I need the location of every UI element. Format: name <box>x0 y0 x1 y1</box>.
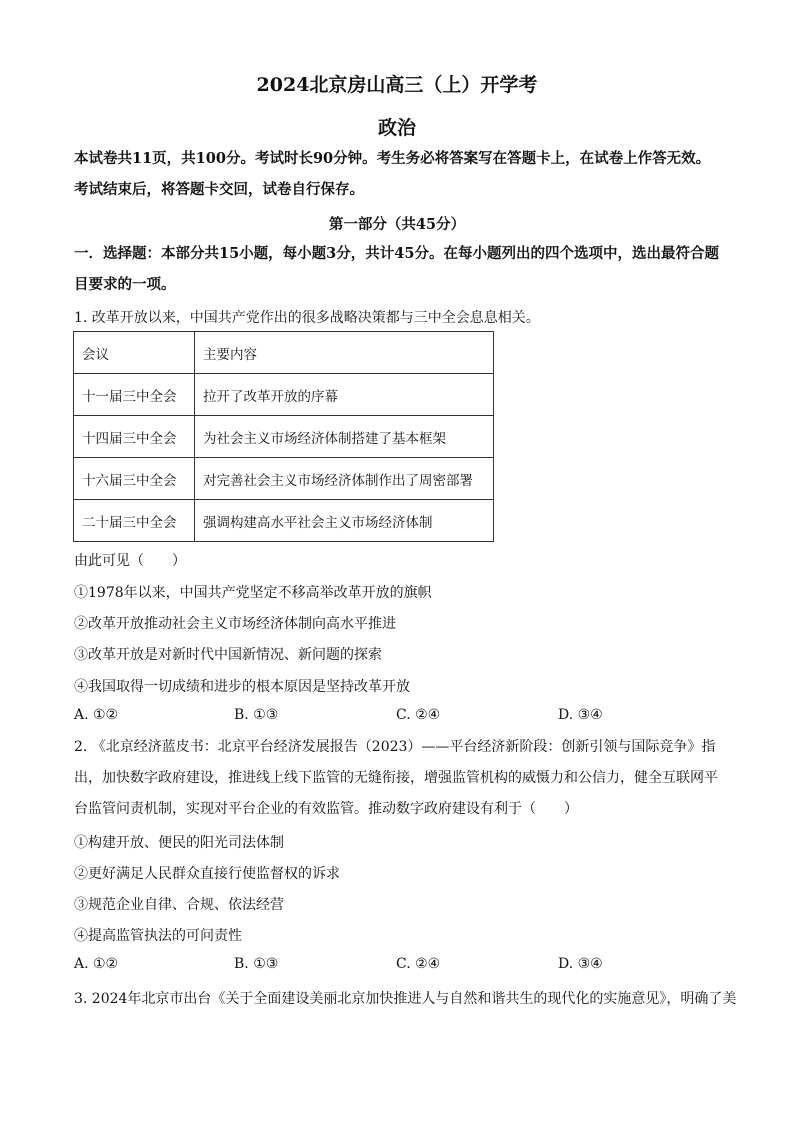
table-cell: 二十届三中全会 <box>74 500 195 542</box>
q2-item: ③规范企业自律、合规、依法经营 <box>74 897 284 913</box>
exam-title: 2024北京房山高三（上）开学考 <box>256 74 538 96</box>
exam-notice: 本试卷共11页，共100分。考试时长90分钟。考生务必将答案写在答题卡上，在试卷上作答无效。考试结束后，将答题卡交回，试卷自行保存。 <box>74 150 711 198</box>
q2-option-d: D. ③④ <box>558 956 603 972</box>
q1-prompt: 由此可见（ ） <box>74 553 186 569</box>
table-cell: 十四届三中全会 <box>74 416 195 458</box>
q1-item: ①1978年以来，中国共产党坚定不移高举改革开放的旗帜 <box>74 585 432 601</box>
q2-item: ②更好满足人民群众直接行使监督权的诉求 <box>74 866 340 882</box>
q1-option-b: B. ①③ <box>234 707 279 723</box>
q3-stem: 3. 2024年北京市出台《关于全面建设美丽北京加快推进人与自然和谐共生的现代化的实施意见》，明确了美 <box>74 991 737 1007</box>
q2-item: ①构建开放、便民的阳光司法体制 <box>74 835 284 851</box>
q2-stem: 2. 《北京经济蓝皮书：北京平台经济发展报告（2023）——平台经济新阶段：创新引领与国际竞争》指出，加快数字政府建设，推进线上线下监管的无缝衔接，增强监管机构的威慑力和公信力，健全互联网平台监管问责机制，实现对平台企业的有效监管。推动数字政府建设有利于（ ） <box>74 739 718 817</box>
section-instruction: 一．选择题：本部分共15小题，每小题3分，共计45分。在每小题列出的四个选项中，选出最符合题目要求的一项。 <box>74 245 719 293</box>
q1-item: ③改革开放是对新时代中国新情况、新问题的探索 <box>74 647 382 663</box>
q2-option-b: B. ①③ <box>234 956 279 972</box>
q1-option-d: D. ③④ <box>558 707 603 723</box>
q2-option-c: C. ②④ <box>396 956 441 972</box>
q1-item: ②改革开放推动社会主义市场经济体制向高水平推进 <box>74 616 396 632</box>
q1-item: ④我国取得一切成绩和进步的根本原因是坚持改革开放 <box>74 679 410 695</box>
table-header: 主要内容 <box>195 332 494 374</box>
table-cell: 强调构建高水平社会主义市场经济体制 <box>195 500 494 542</box>
q1-table <box>73 331 494 542</box>
table-cell: 拉开了改革开放的序幕 <box>195 374 494 416</box>
q1-stem: 1. 改革开放以来，中国共产党作出的很多战略决策都与三中全会息息相关。 <box>74 310 540 326</box>
table-cell: 十一届三中全会 <box>74 374 195 416</box>
part-heading: 第一部分（共45分） <box>328 216 466 233</box>
table-row <box>74 416 494 458</box>
subject-title: 政治 <box>377 117 416 139</box>
table-row <box>74 374 494 416</box>
q2-item: ④提高监管执法的可问责性 <box>74 928 242 944</box>
q2-option-a: A. ①② <box>74 956 119 972</box>
table-cell: 为社会主义市场经济体制搭建了基本框架 <box>195 416 494 458</box>
table-cell: 十六届三中全会 <box>74 458 195 500</box>
table-row <box>74 458 494 500</box>
table-header: 会议 <box>74 332 195 374</box>
q1-option-a: A. ①② <box>74 707 119 723</box>
table-cell: 对完善社会主义市场经济体制作出了周密部署 <box>195 458 494 500</box>
table-header-row <box>74 332 494 374</box>
table-row <box>74 500 494 542</box>
q1-option-c: C. ②④ <box>396 707 441 723</box>
